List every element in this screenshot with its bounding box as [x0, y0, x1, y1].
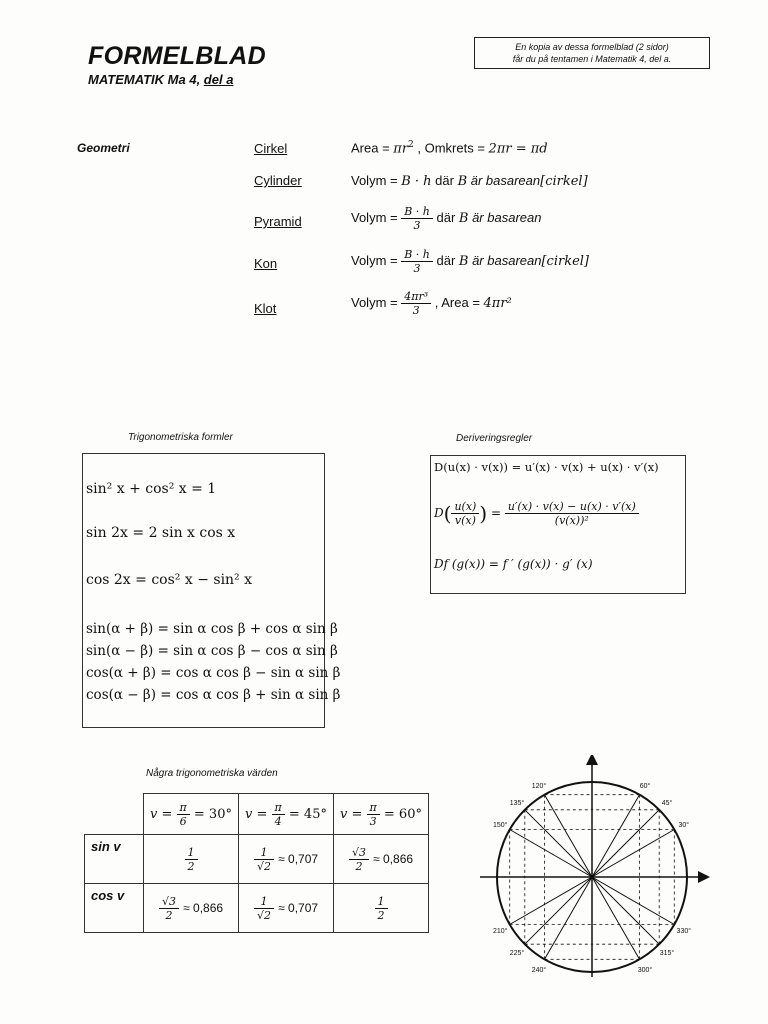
note-line-2: får du på tentamen i Matematik 4, del a. — [512, 54, 672, 64]
pyramid-b: B — [458, 210, 469, 226]
pyramid-fraction — [401, 205, 433, 232]
pyramid-rest: är basarean — [468, 209, 542, 225]
exam-note — [474, 37, 710, 69]
cirkel-area-text: Area = — [351, 140, 394, 156]
row-head-cos: cos v — [85, 884, 144, 933]
subtitle-main: MATEMATIK Ma 4, — [88, 72, 204, 87]
sin-1-num: 1 — [254, 846, 274, 860]
klot-sep: , Area = — [431, 294, 484, 310]
header-30: v = $\frac{\pi}{6}$ = 30° — [144, 794, 239, 835]
radius-30 — [592, 830, 674, 878]
cylinder-text: Volym = — [351, 173, 402, 188]
h-den-1: 4 — [274, 814, 282, 828]
trig-line-2: sin 2x = 2 sin x cos x — [86, 525, 236, 541]
cos-0-den: 2 — [165, 908, 173, 922]
radius-135 — [525, 810, 592, 877]
cirkel-sep: , Omkrets = — [413, 140, 489, 156]
cos-1-approx: ≈ 0,707 — [278, 900, 319, 915]
quotient-left-den: v(x) — [454, 514, 476, 527]
angle-label-135: 135° — [509, 800, 525, 807]
angle-label-120: 120° — [531, 783, 547, 791]
radius-240 — [545, 877, 593, 959]
trig-line-1: sin² x + cos² x = 1 — [86, 481, 217, 497]
deriv-chain: Df (g(x)) = f ′ (g(x)) · g′ (x) — [434, 557, 593, 571]
angle-label-330: 330° — [676, 928, 692, 935]
trig-values-table — [84, 793, 429, 933]
sin-1-den: √2 — [256, 859, 271, 873]
h-deg-2: = 60° — [383, 806, 422, 822]
radius-315 — [592, 877, 659, 944]
sin-30-cell — [144, 835, 239, 884]
trig-line-6: cos(α + β) = cos α cos β − sin α sin β — [86, 665, 341, 681]
cylinder-dar: där — [431, 173, 458, 188]
sin-2-den: 2 — [355, 859, 363, 873]
h-den-2: 3 — [369, 814, 377, 828]
quotient-num: u′(x) · v(x) − u(x) · v′(x) — [505, 500, 639, 514]
formula-pyramid — [351, 205, 541, 232]
h-num-0: π — [177, 801, 190, 815]
trig-caption: Trigonometriska formler — [128, 432, 233, 443]
radius-330 — [592, 877, 674, 925]
radius-45 — [592, 810, 659, 877]
angle-label-45: 45° — [661, 800, 673, 807]
cos-1-den: √2 — [256, 908, 271, 922]
sin-60-cell — [334, 835, 429, 884]
cos-2-num: 1 — [375, 895, 388, 909]
cos-0-approx: ≈ 0,866 — [183, 900, 224, 915]
angle-label-150: 150° — [492, 822, 508, 829]
table-row — [85, 794, 429, 835]
angle-label-315: 315° — [659, 950, 675, 957]
page-subtitle — [88, 72, 233, 87]
h-den-0: 6 — [179, 814, 187, 828]
formula-cirkel: Area = $\pi r^2$ , Omkrets = 2πr = πd — [351, 140, 548, 157]
h-num-2: π — [367, 801, 380, 815]
quotient-left-frac — [451, 500, 479, 527]
angle-label-60: 60° — [639, 783, 651, 791]
cos-45-cell — [239, 884, 334, 933]
radius-60 — [592, 795, 640, 877]
radius-225 — [525, 877, 592, 944]
trig-line-4: sin(α + β) = sin α cos β + cos α sin β — [86, 621, 338, 637]
trig-line-3: cos 2x = cos² x − sin² x — [86, 572, 253, 588]
note-line-1: En kopia av dessa formelblad (2 sidor) — [515, 42, 669, 52]
cos-30-cell — [144, 884, 239, 933]
h-deg-1: = 45° — [288, 806, 327, 822]
klot-area-expr: 4πr² — [483, 295, 512, 311]
trig-line-5: sin(α − β) = sin α cos β − cos α sin β — [86, 643, 338, 659]
header-45: v = $\frac{\pi}{4}$ = 45° — [239, 794, 334, 835]
cylinder-bracket: [cirkel] — [540, 174, 588, 189]
cirkel-omkrets-expr: 2πr = πd — [488, 141, 548, 157]
quotient-den: (v(x))² — [554, 514, 589, 527]
deriv-product: D(u(x) · v(x)) = u′(x) · v(x) + u(x) · v′(x) — [434, 460, 659, 474]
table-row — [85, 835, 429, 884]
cirkel-area-expr: πr — [393, 141, 409, 157]
pyramid-num: B · h — [401, 205, 433, 219]
label-kon: Kon — [254, 256, 278, 271]
angle-label-30: 30° — [678, 822, 690, 829]
radius-210 — [510, 877, 592, 925]
table-row — [85, 884, 429, 933]
kon-b: B — [458, 253, 469, 269]
cylinder-rest: är basarean — [467, 173, 541, 188]
radius-120 — [545, 795, 593, 877]
formula-cylinder — [351, 173, 588, 189]
cos-0-num: √3 — [159, 895, 179, 909]
pyramid-text: Volym = — [351, 209, 402, 225]
angle-label-210: 210° — [492, 928, 508, 935]
klot-fraction — [401, 290, 431, 317]
kon-den: 3 — [413, 262, 421, 275]
header-60: v = $\frac{\pi}{3}$ = 60° — [334, 794, 429, 835]
pyramid-den: 3 — [413, 219, 421, 232]
formula-klot — [351, 290, 512, 317]
angle-label-225: 225° — [509, 950, 525, 957]
kon-bracket: [cirkel] — [541, 253, 589, 269]
cos-2-den: 2 — [377, 908, 385, 922]
deriv-quotient: D( $\frac{u(x)}{v(x)}$ ) = $\frac{u'(x) \cdot v(x) - u(x) \cdot v'(x)}{\text{(v(x))²}}$ — [434, 500, 639, 527]
kon-dar: där — [432, 252, 459, 268]
sin-1-approx: ≈ 0,707 — [278, 851, 319, 866]
radius-150 — [510, 830, 592, 878]
formula-kon — [351, 248, 589, 275]
sin-45-cell — [239, 835, 334, 884]
page-title: FORMELBLAD — [88, 42, 266, 70]
label-klot: Klot — [254, 301, 277, 316]
sin-2-num: √3 — [349, 846, 369, 860]
kon-text: Volym = — [351, 252, 402, 268]
empty-corner-cell — [85, 794, 144, 835]
radius-300 — [592, 877, 640, 959]
deriv-caption: Deriveringsregler — [456, 433, 533, 444]
kon-num: B · h — [401, 248, 433, 262]
values-caption: Några trigonometriska värden — [146, 768, 278, 779]
cos-60-cell — [334, 884, 429, 933]
h-deg-0: = 30° — [193, 806, 232, 822]
klot-num: 4πr³ — [401, 290, 431, 304]
kon-rest: är basarean — [468, 252, 542, 268]
section-geometri: Geometri — [77, 141, 130, 155]
sin-0-den: 2 — [187, 859, 195, 873]
subtitle-part: del a — [203, 72, 234, 87]
label-cirkel: Cirkel — [254, 141, 288, 156]
row-head-sin: sin v — [85, 835, 144, 884]
cylinder-expr: B · h — [401, 174, 432, 189]
angle-label-300: 300° — [637, 966, 653, 974]
kon-fraction — [401, 248, 433, 275]
cos-1-num: 1 — [254, 895, 274, 909]
cylinder-b: B — [457, 174, 468, 189]
trig-line-7: cos(α − β) = cos α cos β + sin α sin β — [86, 687, 341, 703]
quotient-left-num: u(x) — [451, 500, 479, 514]
klot-den: 3 — [412, 304, 420, 317]
label-pyramid: Pyramid — [254, 214, 302, 229]
label-cylinder: Cylinder — [254, 173, 302, 188]
pyramid-dar: där — [432, 209, 459, 225]
quotient-right-frac — [505, 500, 639, 527]
sin-0-num: 1 — [185, 846, 198, 860]
sin-2-approx: ≈ 0,866 — [373, 851, 414, 866]
klot-text: Volym = — [351, 294, 402, 310]
h-num-1: π — [272, 801, 285, 815]
unit-circle-diagram — [470, 755, 710, 980]
angle-label-240: 240° — [531, 966, 547, 974]
